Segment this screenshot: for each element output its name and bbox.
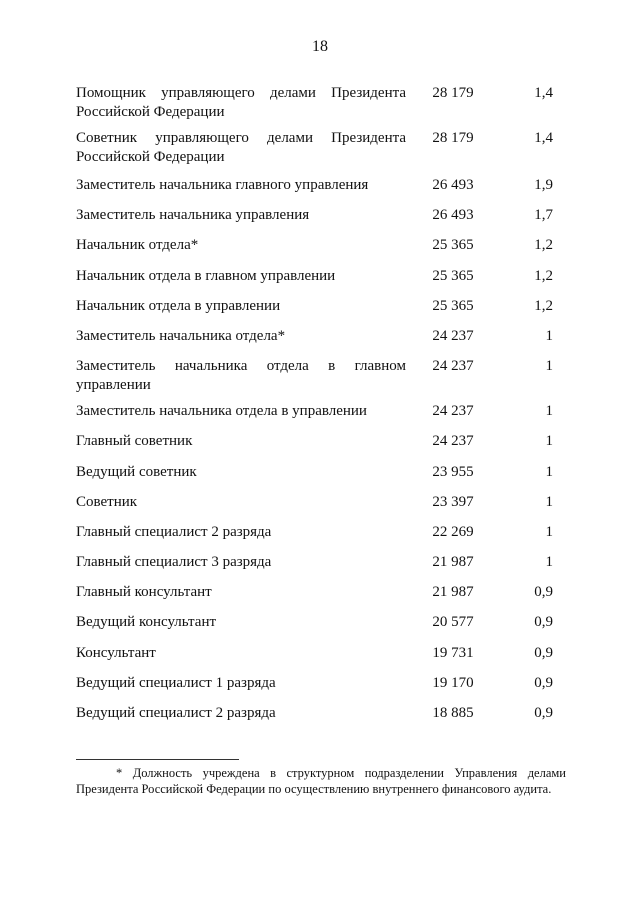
- position-title: Ведущий специалист 2 разряда: [76, 705, 276, 721]
- salary-value: 28 179: [432, 130, 474, 146]
- table-row: [76, 583, 566, 613]
- table-row: [76, 613, 566, 643]
- footnote: * Должность учреждена в структурном подразделении Управления делами Президента Российской Федерации по осуществлению внутреннего финансового аудита.: [76, 766, 566, 796]
- coefficient-value: 0,9: [534, 614, 553, 631]
- salary-value: 21 987: [432, 554, 474, 571]
- salary-value: 18 885: [432, 705, 474, 721]
- salary-value: 26 493: [432, 207, 474, 224]
- coefficient-value: 1: [545, 327, 553, 344]
- coefficient-value: 1: [545, 463, 553, 480]
- salary-value: 22 269: [432, 523, 474, 540]
- coefficient-value: 1: [545, 433, 553, 450]
- table-row: [76, 357, 566, 402]
- salary-value: 26 493: [432, 177, 474, 193]
- table-row: [76, 493, 566, 523]
- coefficient-value: 1: [545, 493, 553, 510]
- salary-value: 21 987: [432, 584, 474, 601]
- position-title: Ведущий советник: [76, 463, 197, 480]
- coefficient-value: 1,4: [534, 85, 553, 101]
- salary-value: 20 577: [432, 614, 474, 631]
- position-title: Главный советник: [76, 433, 193, 450]
- salary-value: 28 179: [432, 85, 474, 101]
- coefficient-value: 0,9: [534, 644, 553, 661]
- coefficient-value: 1,2: [534, 297, 553, 314]
- position-title: Начальник отдела в главном управлении: [76, 267, 336, 284]
- coefficient-value: 1,2: [534, 237, 553, 254]
- position-title: Заместитель начальника отдела в управлении: [76, 403, 367, 420]
- table-row: [76, 176, 566, 206]
- table-row: [76, 674, 566, 704]
- salary-value: 24 237: [432, 403, 474, 420]
- coefficient-value: 1: [545, 403, 553, 420]
- coefficient-value: 1: [545, 523, 553, 540]
- coefficient-value: 1: [545, 358, 553, 375]
- table-row: [76, 129, 566, 176]
- table-row: [76, 463, 566, 493]
- table-row: [76, 236, 566, 266]
- table-row: [76, 267, 566, 297]
- salary-value: 24 237: [432, 433, 474, 450]
- table-row: [76, 704, 566, 734]
- position-title: Консультант: [76, 644, 156, 661]
- table-row: [76, 553, 566, 583]
- salary-value: 19 731: [432, 644, 474, 661]
- coefficient-value: 1,2: [534, 267, 553, 284]
- coefficient-value: 0,9: [534, 705, 553, 721]
- footnote-divider: [76, 759, 239, 760]
- position-title: Заместитель начальника отдела в главном управлении: [76, 358, 406, 394]
- position-title: Начальник отдела в управлении: [76, 297, 281, 314]
- salary-value: 24 237: [432, 358, 474, 375]
- position-title: Советник: [76, 493, 138, 510]
- salary-value: 23 955: [432, 463, 474, 480]
- position-title: Заместитель начальника главного управления: [76, 177, 369, 193]
- position-title: Помощник управляющего делами Президента Российской Федерации: [76, 85, 406, 120]
- table-row: [76, 327, 566, 357]
- position-title: Советник управляющего делами Президента Российской Федерации: [76, 130, 406, 165]
- position-title: Главный консультант: [76, 584, 212, 601]
- coefficient-value: 0,9: [534, 674, 553, 691]
- position-title: Заместитель начальника управления: [76, 207, 310, 224]
- position-title: Начальник отдела*: [76, 237, 199, 254]
- coefficient-value: 1,4: [534, 130, 553, 146]
- salary-value: 24 237: [432, 327, 474, 344]
- table-row: [76, 206, 566, 236]
- salary-value: 23 397: [432, 493, 474, 510]
- salary-value: 25 365: [432, 237, 474, 254]
- position-title: Главный специалист 2 разряда: [76, 523, 272, 540]
- page-number: 18: [312, 38, 328, 55]
- salary-value: 19 170: [432, 674, 474, 691]
- position-salary-table: [76, 84, 566, 734]
- salary-value: 25 365: [432, 297, 474, 314]
- position-title: Ведущий консультант: [76, 614, 217, 631]
- table-row: [76, 432, 566, 462]
- position-title: Главный специалист 3 разряда: [76, 554, 272, 571]
- table-row: [76, 297, 566, 327]
- table-row: [76, 402, 566, 432]
- coefficient-value: 0,9: [534, 584, 553, 601]
- coefficient-value: 1,7: [534, 207, 553, 224]
- position-title: Ведущий специалист 1 разряда: [76, 674, 276, 691]
- table-row: [76, 644, 566, 674]
- position-title: Заместитель начальника отдела*: [76, 327, 286, 344]
- table-row: [76, 84, 566, 129]
- coefficient-value: 1,9: [534, 177, 553, 193]
- coefficient-value: 1: [545, 554, 553, 571]
- table-row: [76, 523, 566, 553]
- salary-value: 25 365: [432, 267, 474, 284]
